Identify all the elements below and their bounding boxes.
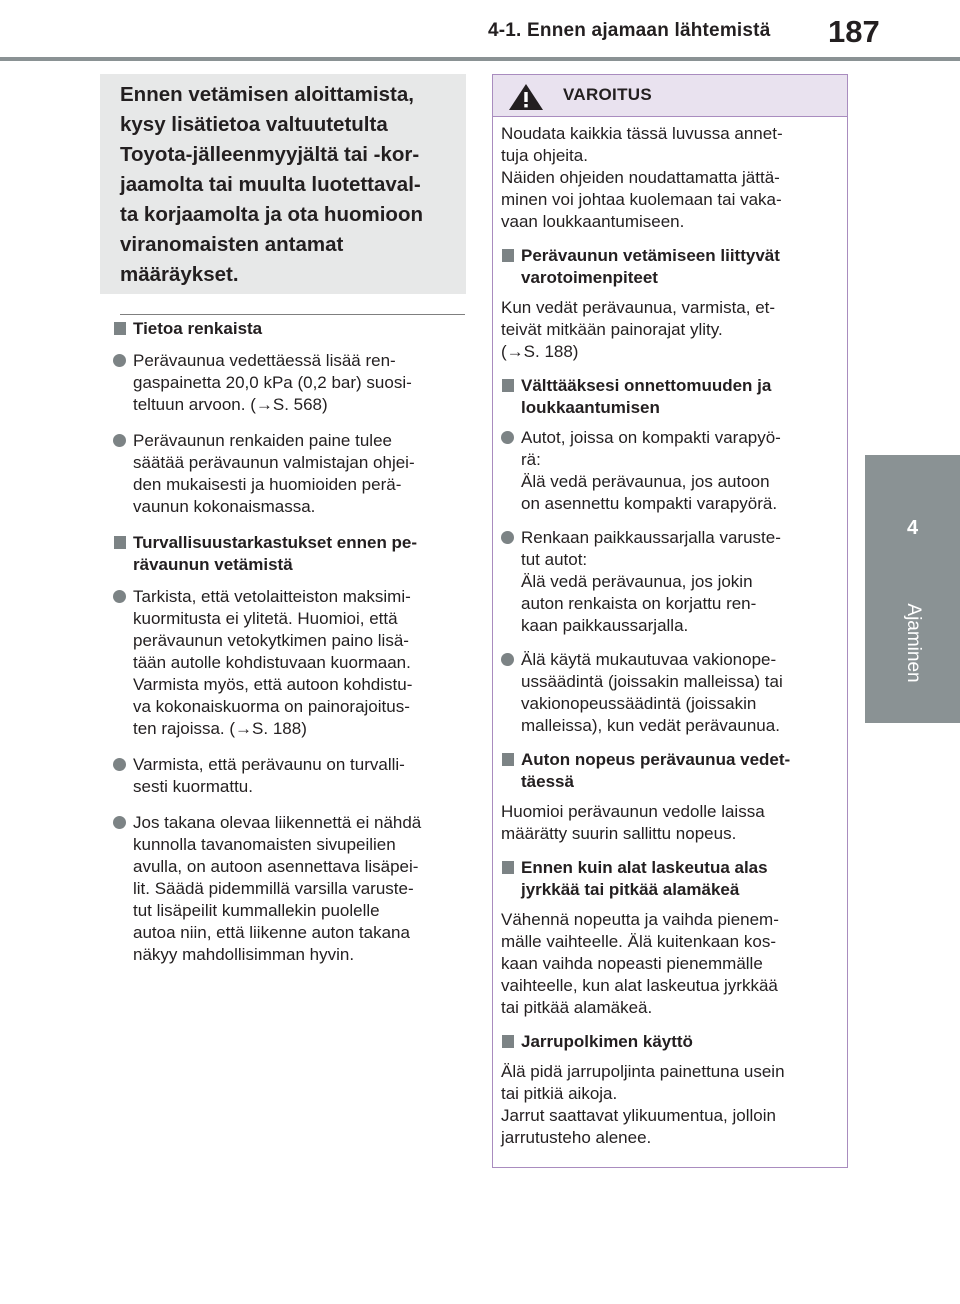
section-text: Kun vedät perävaunua, varmista, et- teivät mitkään painorajat ylity. (→S. 188) <box>501 298 776 361</box>
warning-title: VAROITUS <box>563 85 652 104</box>
chapter-side-tab <box>865 455 960 723</box>
section-text: Huomioi perävaunun vedolle laissa määrätty suurin sallittu nopeus. <box>501 802 765 843</box>
list-item: Perävaunua vedettäessä lisää ren- gaspainetta 20,0 kPa (0,2 bar) suosi- teltuun arvoon. (→S. 568) <box>113 350 465 416</box>
chapter-label-wrapper <box>889 573 937 713</box>
header-divider <box>0 57 960 61</box>
list-item: Varmista, että perävaunu on turvalli- sesti kuormattu. <box>113 754 465 798</box>
section-text: Vähennä nopeutta ja vaihda pienem- mälle vaihteelle. Älä kuitenkaan kos- kaan vaihda nopeasti pienemmälle vaihteelle, kun alat laskeutua jyrkkää tai pitkää alamäkeä. <box>501 910 779 1017</box>
intro-box <box>100 74 466 294</box>
left-column-divider <box>120 314 465 315</box>
list-item: Jos takana olevaa liikennettä ei nähdä kunnolla tavanomaisten sivupeilien avulla, on autoon asennettava lisäpei- lit. Säädä pidemmillä varsilla varuste- tut lisäpeilit kummallekin puolelle autoa niin, että liikenne auton takana näkyy mahdollisimman hyvin. <box>113 812 465 966</box>
page-number: 187 <box>828 14 880 49</box>
list-item: Tarkista, että vetolaitteiston maksimi- kuormitusta ei ylitetä. Huomioi, että perävaunun vetokytkimen paino lisä- tään autolle kohdistuvaan kuormaan. Varmista myös, että autoon kohdistu- va kokonaiskuorma on painorajoitus- ten rajoissa. (→S. 188) <box>113 586 465 740</box>
warning-triangle-icon <box>508 83 544 111</box>
warning-intro: Noudata kaikkia tässä luvussa annet- tuja ohjeita. Näiden ohjeiden noudattamatta jättä- minen voi johtaa kuolemaan tai vaka- vaan loukkaantumiseen. <box>501 124 783 231</box>
warning-body <box>493 117 847 1149</box>
section-text: Älä pidä jarrupoljinta painettuna usein tai pitkiä aikoja. Jarrut saattavat ylikuumentua, jolloin jarrutusteho alenee. <box>501 1062 785 1147</box>
section-heading: Auton nopeus perävaunua vedet- täessä <box>501 749 839 793</box>
section-heading: Perävaunun vetämiseen liittyvät varotoimenpiteet <box>501 245 839 289</box>
list-item: Perävaunun renkaiden paine tulee säätää perävaunun valmistajan ohjei- den mukaisesti ja huomioiden perä- vaunun kokonaismassa. <box>113 430 465 518</box>
left-column <box>113 318 465 980</box>
warning-header <box>493 75 847 117</box>
list-item: Renkaan paikkaussarjalla varuste- tut autot: Älä vedä perävaunua, jos jokin auton renkaista on korjattu ren- kaan paikkaussarjalla. <box>501 527 839 637</box>
section-safety-checks <box>113 532 465 966</box>
section-heading: Jarrupolkimen käyttö <box>501 1031 839 1053</box>
list-item: Älä käytä mukautuvaa vakionope- ussäädintä (joissakin malleissa) tai vakionopeussäädintä (joissakin malleissa), kun vedät perävaunua. <box>501 649 839 737</box>
section-heading: Turvallisuustarkastukset ennen pe- rävaunun vetämistä <box>113 532 465 576</box>
warning-box <box>492 74 848 1168</box>
section-heading: Ennen kuin alat laskeutua alas jyrkkää tai pitkää alamäkeä <box>501 857 839 901</box>
section-tire-info <box>113 318 465 518</box>
list-item: Autot, joissa on kompakti varapyö- rä: Älä vedä perävaunua, jos autoon on asennettu kompakti varapyörä. <box>501 427 839 515</box>
section-heading: Välttääksesi onnettomuuden ja loukkaantumisen <box>501 375 839 419</box>
chapter-number: 4 <box>906 517 919 539</box>
intro-text: Ennen vetämisen aloittamista, kysy lisätietoa valtuutetulta Toyota-jälleenmyyjältä tai -kor- jaamolta tai muulta luotettaval- ta korjaamolta ja ota huomioon viranomaisten antamat määräykset. <box>120 83 423 286</box>
section-heading: Tietoa renkaista <box>113 318 465 340</box>
chapter-label: Ajaminen <box>903 603 924 683</box>
section-title: 4-1. Ennen ajamaan lähtemistä <box>488 20 771 41</box>
